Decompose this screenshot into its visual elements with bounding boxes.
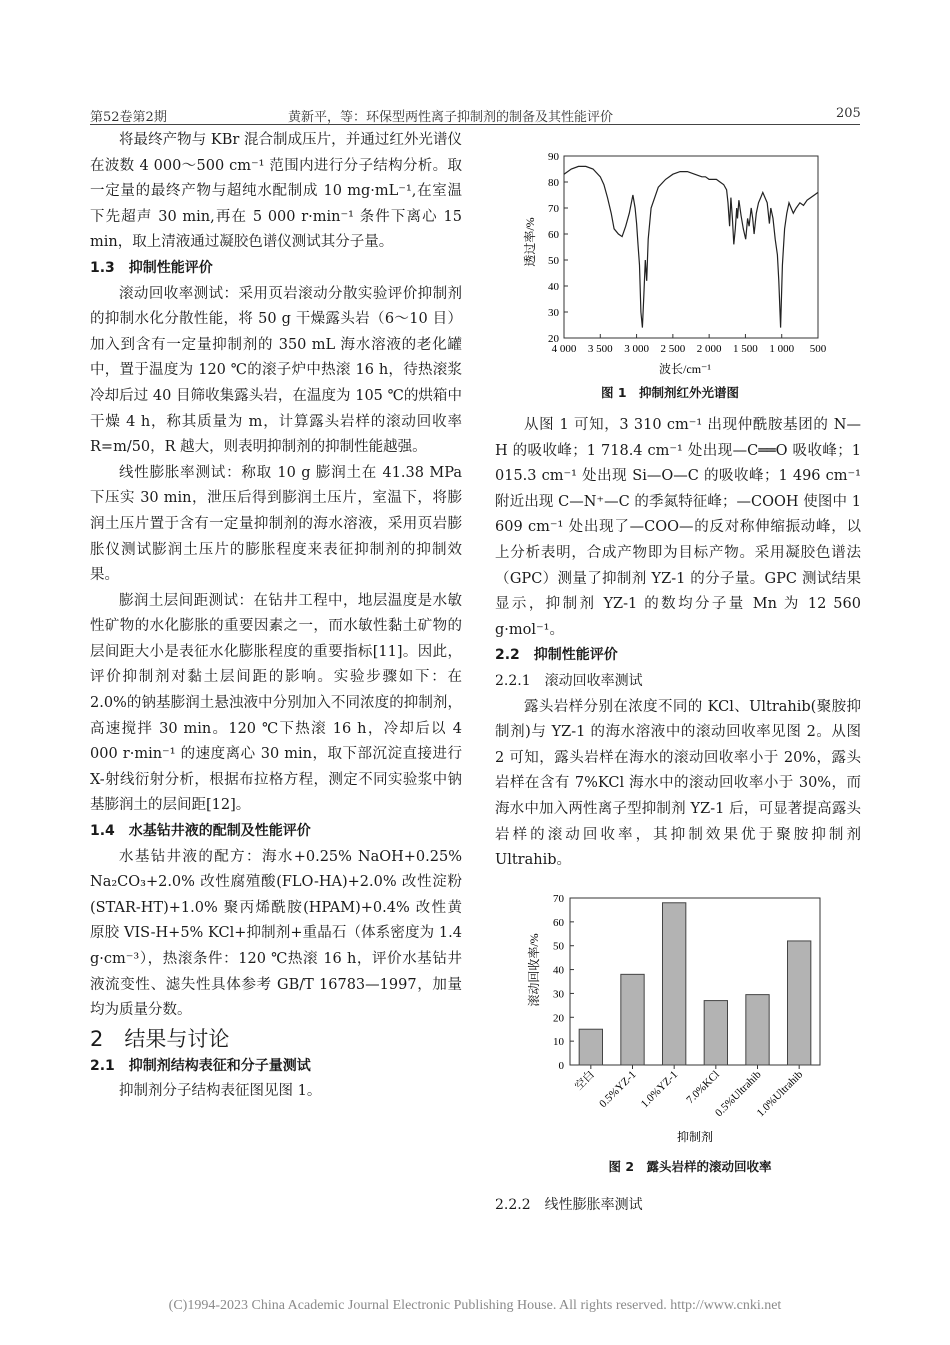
journal-issue: 第52卷第2期 (90, 110, 167, 125)
header-rule (90, 124, 860, 125)
figure-2-caption: 图 2 露头岩样的滚动回收率 (608, 1159, 772, 1174)
ir-x-tick-label: 1 000 (769, 343, 795, 355)
figure-1-caption: 图 1 抑制剂红外光谱图 (600, 385, 740, 400)
ir-x-tick-label: 2 000 (696, 343, 722, 355)
section-2-2-heading: 2.2 抑制性能评价 (495, 647, 618, 664)
ir-y-tick-label: 20 (548, 333, 559, 345)
paragraph-interlayer-spacing-method: 膨润土层间距测试：在钻井工程中，地层温度是水敏性矿物的水化膨胀的重要因素之一，而水敏性黏土矿物的层间距大小是表征水化膨胀程度的重要指标[11]。因此，评价抑制剂对黏土层间距的影响。实验步骤如下：在 2.0%的钠基膨润土悬浊液中分别加入不同浓度的抑制剂，高速搅拌 30 min。120 ℃下热滚 16 h，冷却后以 4 000 r·min⁻¹ 的速度离心 30 min，取下部沉淀直接进行 X-射线衍射分析，根据布拉格方程，测定不同实验浆中钠基膨润土的层间距[12]。 (90, 592, 462, 814)
bar-7.0%KCl (704, 1001, 727, 1065)
bar-y-tick-label: 60 (553, 916, 564, 929)
bar-y-tick-label: 70 (553, 893, 564, 905)
ir-x-tick-label: 500 (809, 343, 827, 355)
bar-y-tick-label: 10 (553, 1036, 564, 1049)
bar-y-tick-label: 50 (553, 940, 564, 953)
ir-x-tick-label: 3 000 (624, 343, 649, 355)
bar-plot-frame (570, 898, 820, 1065)
paragraph-ir-method: 将最终产物与 KBr 混合制成压片，并通过红外光谱仪在波数 4 000～500 cm⁻¹ 范围内进行分子结构分析。取一定量的最终产物与超纯水配制成 10 mg·mL⁻¹,在室温下先超声 30 min,再在 5 000 r·min⁻¹ 条件下离心 15 min，取上清液通过凝胶色谱仪测试其分子量。 (90, 132, 462, 251)
running-title: 黄新平，等：环保型两性离子抑制剂的制备及其性能评价 (288, 110, 614, 125)
section-1-4-heading: 1.4 水基钻井液的配制及性能评价 (90, 823, 311, 840)
bar-category-label: 0.5%Ultrahib (713, 1068, 764, 1120)
section-1-3-heading: 1.3 抑制性能评价 (90, 259, 213, 276)
ir-y-axis-label: 透过率/% (523, 217, 537, 267)
ir-y-tick-label: 70 (548, 203, 559, 215)
bar-y-tick-label: 20 (553, 1012, 564, 1025)
bar-category-label: 7.0%KCl (684, 1068, 722, 1107)
paragraph-drilling-fluid-formula: 水基钻井液的配方：海水+0.25% NaOH+0.25% Na₂CO₃+2.0% 改性腐殖酸(FLO-HA)+2.0% 改性淀粉(STAR-HT)+1.0% 聚丙烯酰胺(HPAM)+0.4% 改性黄原胶 VIS-H+5% KCl+抑制剂+重晶石（体系密度为 1.4 g·cm⁻³），热滚条件：120 ℃热滚 16 h，评价水基钻井液流变性、滤失性具体参考 GB/T 16783—1997，加量均为质量分数。 (90, 848, 462, 1019)
paragraph-ir-analysis: 从图 1 可知，3 310 cm⁻¹ 出现仲酰胺基团的 N—H 的吸收峰；1 718.4 cm⁻¹ 处出现—C══O 吸收峰；1 015.3 cm⁻¹ 处出现 Si—O—C 的吸收峰；1 496 cm⁻¹ 附近出现 C—N⁺—C 的季氮特征峰；—COOH 使图中 1 609 cm⁻¹ 处出现了—COO—的反对称伸缩振动峰，以上分析表明，合成产物即为目标产物。采用凝胶色谱法（GPC）测量了抑制剂 YZ-1 的分子量。GPC 测试结果显示，抑制剂 YZ-1 的数均分子量 Mn 为 12 560 g·mol⁻¹。 (495, 417, 861, 638)
bar-category-label: 1.0%YZ-1 (638, 1068, 681, 1111)
bar-y-tick-label: 40 (553, 964, 564, 977)
ir-x-tick-label: 3 500 (587, 343, 613, 355)
section-2-2-2-heading: 2.2.2 线性膨胀率测试 (495, 1197, 643, 1213)
bar-空白 (579, 1029, 602, 1065)
bar-category-label: 1.0%Ultrahib (754, 1068, 806, 1120)
ir-x-tick-label: 2 500 (660, 343, 686, 355)
ir-y-tick-label: 80 (548, 177, 559, 189)
ir-spectrum-chart (520, 146, 830, 378)
ir-spectrum-line (564, 166, 818, 327)
section-2-heading: 2 结果与讨论 (90, 1026, 230, 1051)
bar-y-tick-label: 30 (553, 988, 564, 1001)
right-column-lower (495, 1193, 861, 1219)
bar-1.0%YZ-1 (663, 903, 686, 1065)
left-column (90, 128, 462, 1105)
ir-y-tick-label: 60 (548, 229, 559, 241)
right-column-upper (495, 413, 861, 874)
ir-x-tick-label: 1 500 (733, 343, 758, 355)
bar-category-label: 0.5%YZ-1 (597, 1068, 639, 1111)
copyright-footer: (C)1994-2023 China Academic Journal Electronic Publishing House. All rights reserved. http://www.cnki.net (168, 1298, 782, 1313)
bar-x-axis-label: 抑制剂 (676, 1130, 714, 1144)
bar-0.5%YZ-1 (621, 974, 644, 1065)
paragraph-linear-swelling-method: 线性膨胀率测试：称取 10 g 膨润土在 41.38 MPa 下压实 30 min，泄压后得到膨润土压片，室温下，将膨润土压片置于含有一定量抑制剂的海水溶液，采用页岩膨胀仪测试膨润土压片的膨胀程度来表征抑制剂的抑制效果。 (90, 464, 462, 584)
ir-y-tick-label: 90 (548, 151, 559, 163)
section-2-1-heading: 2.1 抑制剂结构表征和分子量测试 (90, 1057, 311, 1074)
ir-x-tick-label: 4 000 (551, 343, 577, 355)
paragraph-rolling-recovery-method: 滚动回收率测试：采用页岩滚动分散实验评价抑制剂的抑制水化分散性能，将 50 g 干燥露头岩（6～10 目）加入到含有一定量抑制剂的 350 mL 海水溶液的老化罐中，置于温度为 120 ℃的滚子炉中热滚 16 h，待热滚浆冷却后过 40 目筛收集露头岩，在温度为 105 ℃的烘箱中干燥 4 h，称其质量为 m，计算露头岩样的滚动回收率 R=m/50，R 越大，则表明抑制剂的抑制性能越强。 (90, 285, 462, 456)
bar-y-tick-label: 0 (558, 1060, 564, 1072)
ir-y-tick-label: 50 (548, 255, 559, 267)
page-number: 205 (836, 106, 861, 121)
bar-category-label: 空白 (572, 1068, 597, 1093)
ir-y-tick-label: 40 (548, 281, 559, 293)
rolling-recovery-bar-chart (520, 883, 830, 1151)
ir-y-tick-label: 30 (548, 307, 559, 319)
ir-x-axis-label: 波长/cm⁻¹ (659, 362, 711, 376)
paragraph-rolling-recovery-results: 露头岩样分别在浓度不同的 KCl、Ultrahib(聚胺抑制剂)与 YZ-1 的海水溶液中的滚动回收率见图 2。从图 2 可知，露头岩样在海水的滚动回收率小于 20%，露头岩样在含有 7%KCl 海水中的滚动回收率小于 30%，而海水中加入两性离子型抑制剂 YZ-1 后，可显著提高露头岩样的滚动回收率，其抑制效果优于聚胺抑制剂 Ultrahib。 (495, 698, 861, 869)
section-2-2-1-heading: 2.2.1 滚动回收率测试 (495, 672, 643, 689)
bar-1.0%Ultrahib (788, 941, 811, 1065)
bar-y-axis-label: 滚动回收率/% (527, 933, 541, 1007)
bar-0.5%Ultrahib (746, 995, 769, 1065)
paragraph-fig1-reference: 抑制剂分子结构表征图见图 1。 (119, 1083, 322, 1100)
